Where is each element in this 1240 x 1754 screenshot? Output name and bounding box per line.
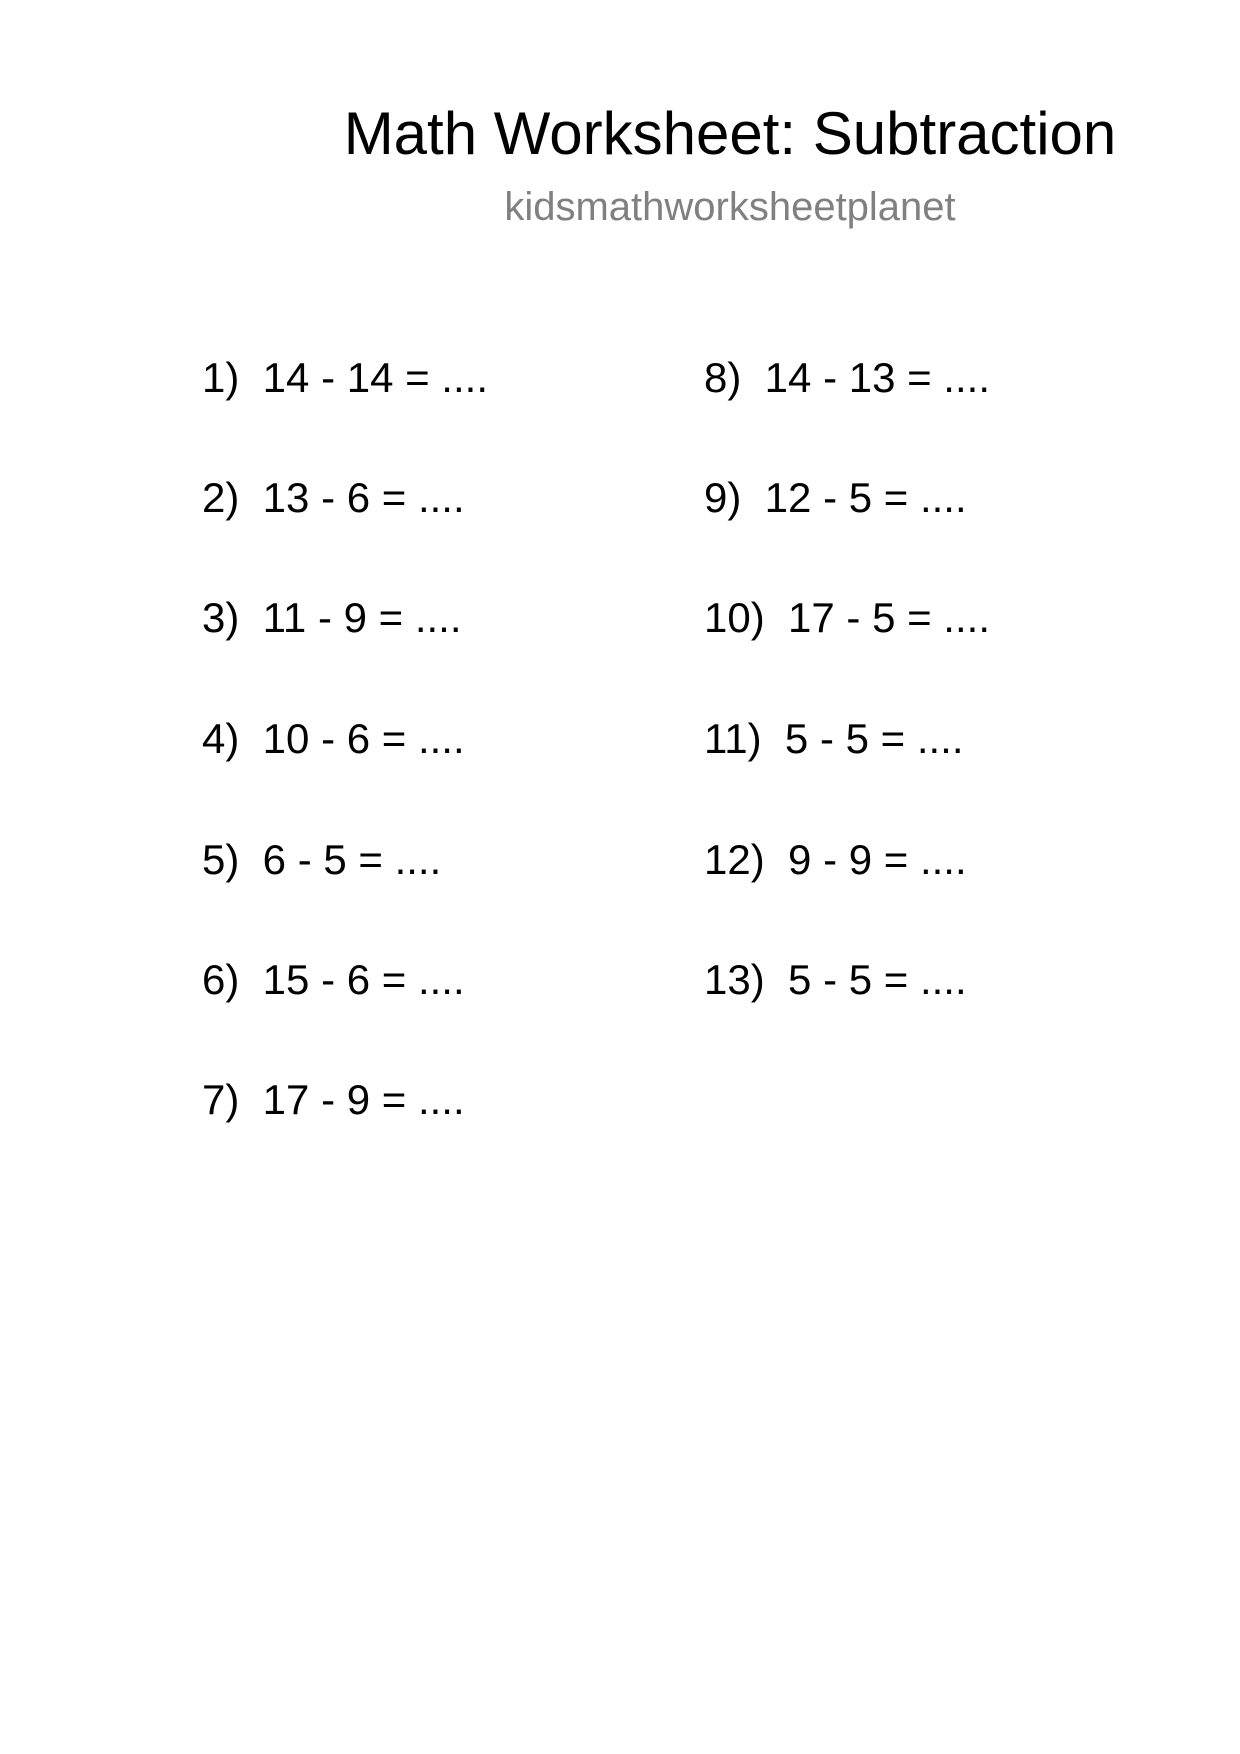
problem-8: 8) 14 - 13 = .... [704,354,990,401]
problem-4: 4) 10 - 6 = .... [202,715,465,762]
problem-10: 10) 17 - 5 = .... [704,594,990,641]
worksheet-title: Math Worksheet: Subtraction [343,100,1117,167]
problem-12: 12) 9 - 9 = .... [704,836,967,883]
problem-3: 3) 11 - 9 = .... [202,594,462,641]
problem-6: 6) 15 - 6 = .... [202,956,465,1003]
problem-7: 7) 17 - 9 = .... [202,1076,465,1123]
problem-13: 13) 5 - 5 = .... [704,956,967,1003]
worksheet-subtitle: kidsmathworksheetplanet [504,185,956,229]
problem-5: 5) 6 - 5 = .... [202,836,442,883]
problem-11: 11) 5 - 5 = .... [704,715,964,762]
problem-9: 9) 12 - 5 = .... [704,474,967,521]
problem-1: 1) 14 - 14 = .... [202,354,488,401]
problem-2: 2) 13 - 6 = .... [202,474,465,521]
